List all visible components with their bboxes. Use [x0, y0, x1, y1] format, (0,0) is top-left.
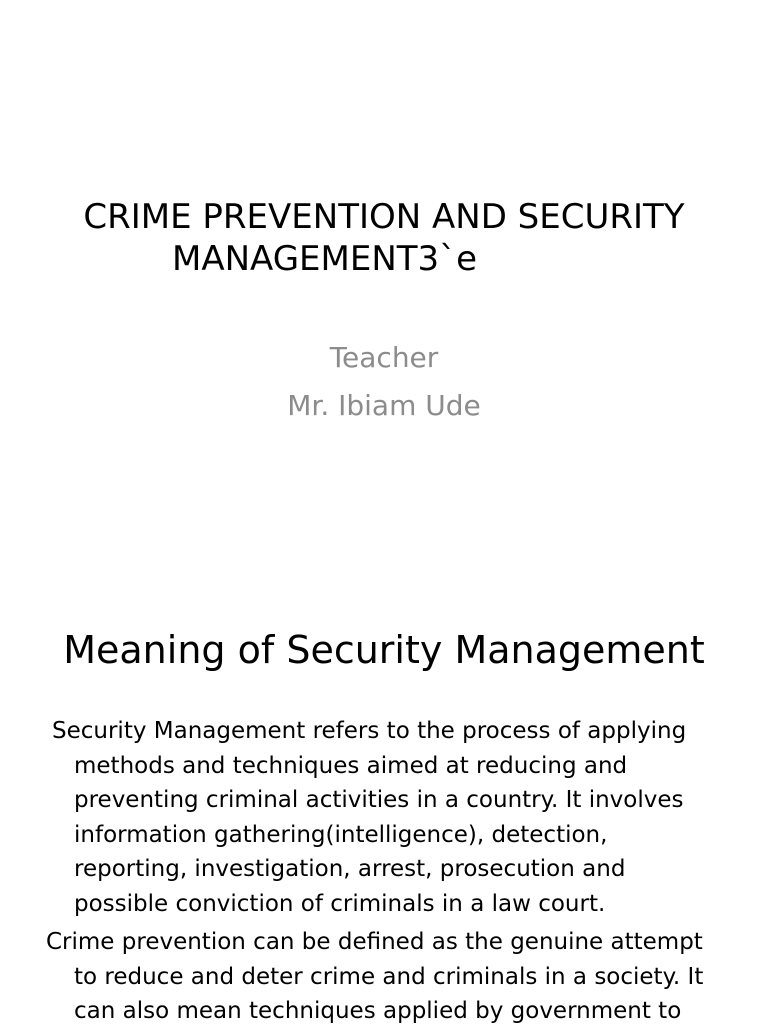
slide-title [40, 196, 728, 280]
body-text [44, 714, 724, 1024]
section-heading: Meaning of Security Management [63, 628, 705, 672]
subtitle-role: Teacher [329, 341, 439, 374]
paragraph-security-management: Security Management refers to the process of applying methods and techniques aimed at reducing and preventing criminal activities in a country. It involves information gathering(intelligence), detection, reporting, investigation, arrest, prosecution and possible conviction of criminals in a law court. [52, 718, 687, 917]
paragraph-crime-prevention: Crime prevention can be defined as the genuine attempt to reduce and deter crime and criminals in a society. It can also mean techniques applied by government to [46, 929, 704, 1024]
subtitle-teacher-name: Mr. Ibiam Ude [287, 389, 481, 422]
slide-title-line-1: CRIME PREVENTION AND SECURITY [83, 197, 685, 237]
slide-subtitle [0, 334, 768, 430]
slide-title-line-2: MANAGEMENT3`e [172, 239, 478, 279]
